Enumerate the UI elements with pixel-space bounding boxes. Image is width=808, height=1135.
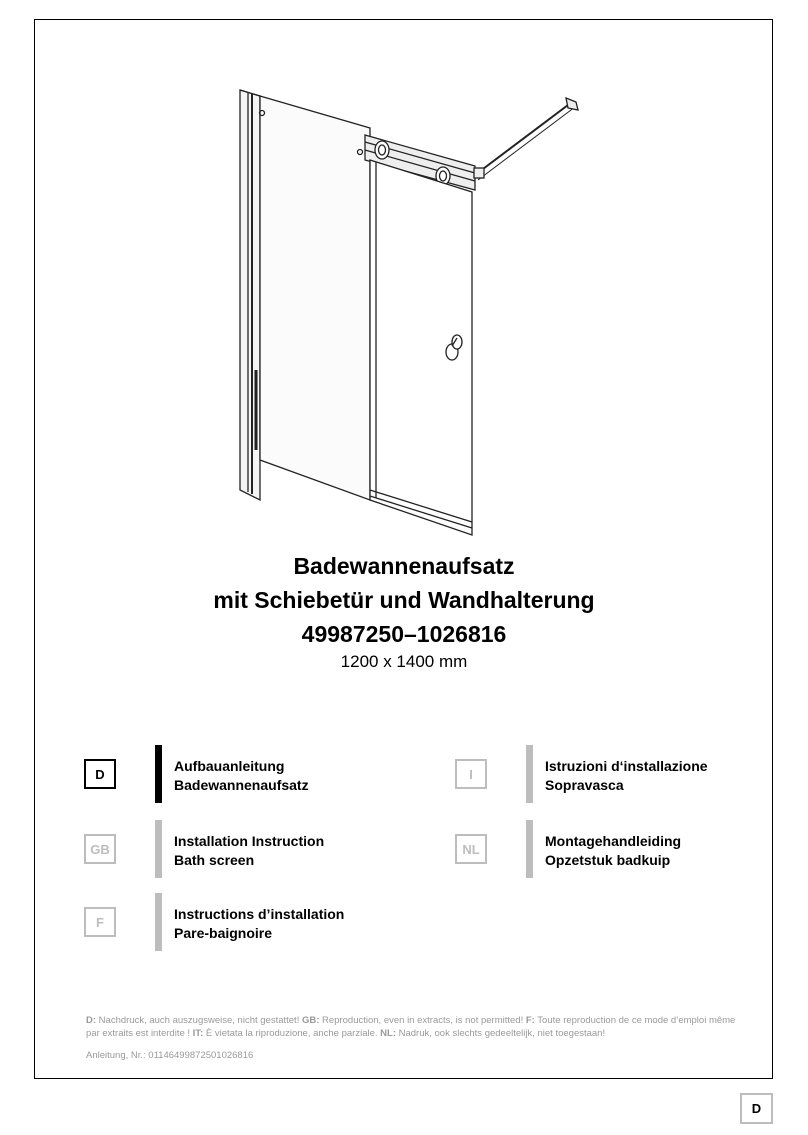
legal-label: IT: — [192, 1028, 204, 1039]
language-code-f: F — [84, 907, 116, 937]
language-title: Montagehandleiding — [545, 833, 682, 849]
language-subtitle: Sopravasca — [545, 777, 624, 793]
legal-label: GB: — [301, 1015, 320, 1026]
language-text-i — [545, 757, 708, 795]
copyright-notice — [86, 1014, 736, 1040]
legal-label: D: — [86, 1015, 97, 1026]
legal-text: È vietata la riproduzione, anche parziale. — [203, 1028, 381, 1039]
legal-text: Nachdruck, auch auszugsweise, nicht gestattet! — [96, 1015, 302, 1026]
product-title: Badewannenaufsatz — [293, 553, 515, 579]
language-block-nl[interactable] — [455, 820, 775, 880]
legal-text: Nadruk, ook slechts gedeeltelijk, niet toegestaan! — [395, 1028, 606, 1039]
language-subtitle: Pare-baignoire — [174, 925, 273, 941]
language-bar-i — [526, 745, 533, 803]
language-text-f — [174, 905, 344, 943]
legal-label: NL: — [380, 1028, 396, 1039]
language-text-d — [174, 757, 309, 795]
language-subtitle: Opzetstuk badkuip — [545, 852, 671, 868]
language-bar-d — [155, 745, 162, 803]
page-language-code: D — [740, 1093, 773, 1124]
manual-number: Anleitung, Nr.: 01146499872501026816 — [86, 1050, 254, 1061]
language-subtitle: Bath screen — [174, 852, 255, 868]
language-code-d: D — [84, 759, 116, 789]
language-code-i: I — [455, 759, 487, 789]
language-bar-gb — [155, 820, 162, 878]
language-title: Installation Instruction — [174, 833, 325, 849]
language-bar-f — [155, 893, 162, 951]
language-title: Istruzioni d‘installazione — [545, 758, 708, 774]
language-code-nl: NL — [455, 834, 487, 864]
language-title: Instructions d’installation — [174, 906, 345, 922]
shower-screen-illustration — [230, 80, 590, 550]
language-subtitle: Badewannenaufsatz — [174, 777, 309, 793]
language-text-gb — [174, 832, 324, 870]
legal-text: Toute reproduction de ce mode d’emploi même par extraits est interdite ! — [86, 1015, 736, 1039]
language-block-d[interactable] — [84, 745, 404, 805]
language-block-f[interactable] — [84, 893, 404, 953]
language-bar-nl — [526, 820, 533, 878]
language-text-nl — [545, 832, 681, 870]
product-subtitle: mit Schiebetür und Wandhalterung — [213, 587, 595, 613]
legal-text: Reproduction, even in extracts, is not permitted! — [319, 1015, 526, 1026]
language-title: Aufbauanleitung — [174, 758, 285, 774]
legal-label: F: — [525, 1015, 535, 1026]
dimensions: 1200 x 1400 mm — [340, 652, 468, 671]
language-block-i[interactable] — [455, 745, 775, 805]
article-number: 49987250–1026816 — [301, 621, 507, 647]
language-code-gb: GB — [84, 834, 116, 864]
language-block-gb[interactable] — [84, 820, 404, 880]
